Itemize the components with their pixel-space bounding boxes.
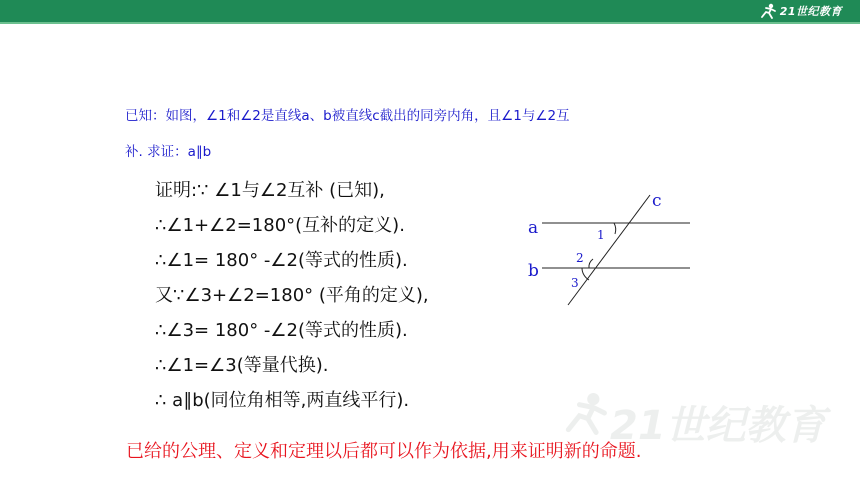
given-statement [125,98,685,170]
conclusion-note: 已给的公理、定义和定理以后都可以作为依据,用来证明新的命题. [126,441,642,462]
line-c [568,195,650,305]
runner-icon [759,3,777,19]
proof-line-5: ∴∠3= 180° -∠2(等式的性质). [155,320,408,341]
line-b-label: b [528,261,539,281]
brand-logo [759,1,842,21]
proof-block [155,173,429,418]
angle-2-arc [589,259,593,268]
top-bar [0,0,860,22]
line-a-label: a [528,218,539,238]
top-bar-stripe [0,22,860,24]
watermark [560,388,826,449]
watermark-runner-icon [560,388,610,438]
angle-2-label: 2 [576,251,584,265]
angle-3-label: 3 [571,276,579,290]
proof-line-4: 又∵∠3+∠2=180° (平角的定义), [155,285,429,306]
proof-line-1: 证明:∵ ∠1与∠2互补 (已知), [155,180,385,201]
angle-1-label: 1 [597,228,605,242]
angle-1-arc [614,223,616,234]
proof-line-2: ∴∠1+∠2=180°(互补的定义). [155,215,405,236]
proof-line-6: ∴∠1=∠3(等量代换). [155,355,329,376]
line-c-label: c [652,191,662,211]
given-line-1: 已知：如图，∠1和∠2是直线a、b被直线c截出的同旁内角，且∠1与∠2互 [125,108,570,124]
geometry-figure [520,185,700,320]
watermark-text: 21世纪教育 [610,403,826,449]
proof-line-3: ∴∠1= 180° -∠2(等式的性质). [155,250,408,271]
given-line-2: 补. 求证：a∥b [125,144,212,160]
proof-line-7: ∴ a∥b(同位角相等,两直线平行). [155,390,410,411]
logo-text: 21世纪教育 [779,5,842,18]
